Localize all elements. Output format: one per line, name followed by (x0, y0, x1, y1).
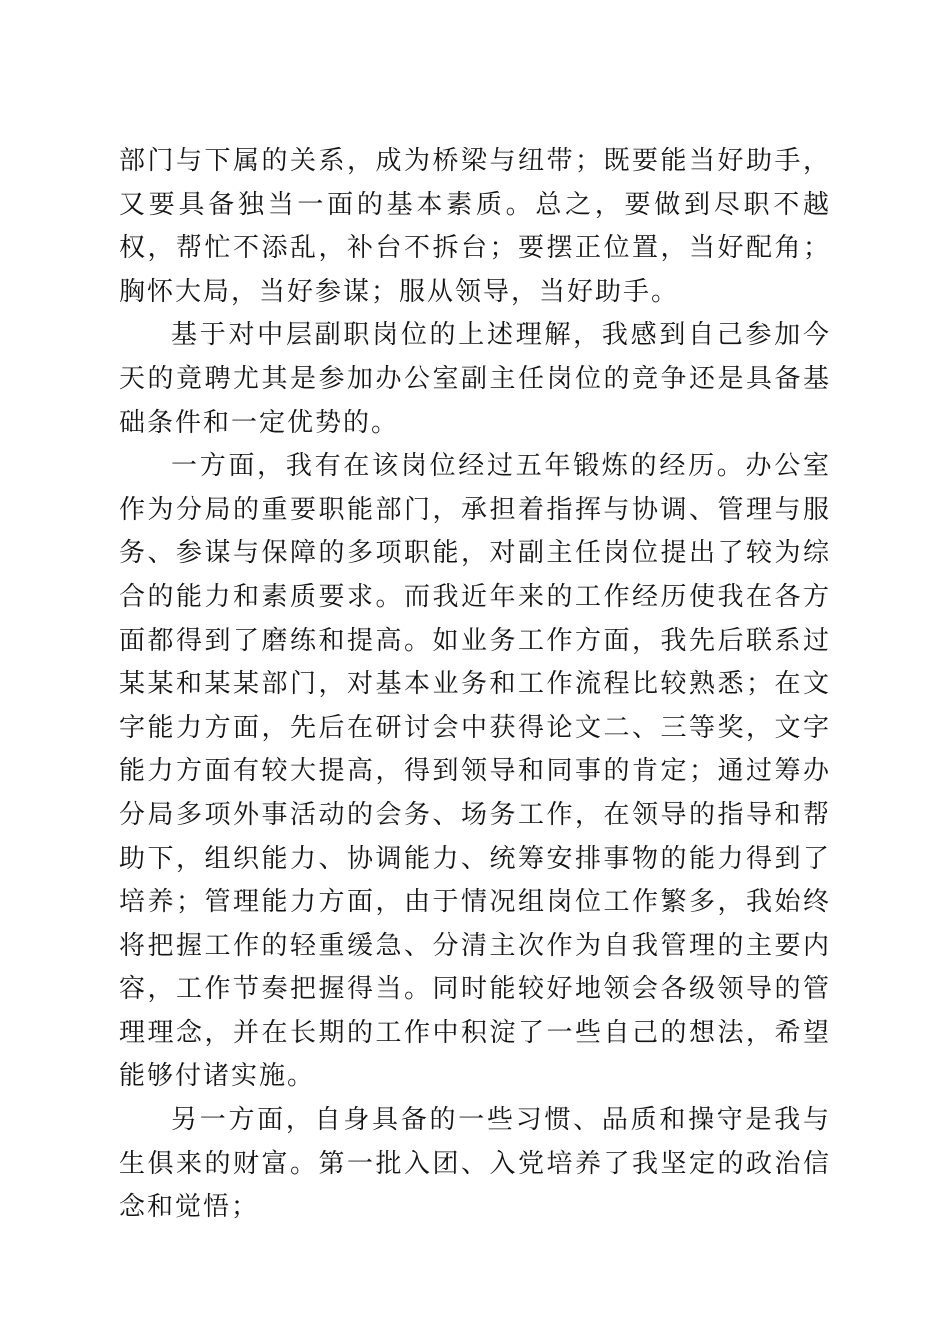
document-body (119, 140, 831, 1230)
paragraph-work-experience: 一方面，我有在该岗位经过五年锻炼的经历。办公室作为分局的重要职能部门，承担着指挥与协调、管理与服务、参谋与保障的多项职能，对副主任岗位提出了较为综合的能力和素质要求。而我近年来的工作经历使我在各方面都得到了磨练和提高。如业务工作方面，我先后联系过某某和某某部门，对基本业务和工作流程比较熟悉；在文字能力方面，先后在研讨会中获得论文二、三等奖，文字能力方面有较大提高，得到领导和同事的肯定；通过筹办分局多项外事活动的会务、场务工作，在领导的指导和帮助下，组织能力、协调能力、统筹安排事物的能力得到了培养；管理能力方面，由于情况组岗位工作繁多，我始终将把握工作的轻重缓急、分清主次作为自我管理的主要内容，工作节奏把握得当。同时能较好地领会各级领导的管理理念，并在长期的工作中积淀了一些自己的想法，希望能够付诸实施。 (119, 451, 831, 1092)
paragraph-continuation: 部门与下属的关系，成为桥梁与纽带；既要能当好助手，又要具备独当一面的基本素质。总之，要做到尽职不越权，帮忙不添乱，补台不拆台；要摆正位置，当好配角；胸怀大局，当好参谋；服从领导，当好助手。 (119, 146, 831, 307)
paragraph-personal-qualities: 另一方面，自身具备的一些习惯、品质和操守是我与生俱来的财富。第一批入团、入党培养了我坚定的政治信念和觉悟； (119, 1105, 831, 1223)
paragraph-qualification-intro: 基于对中层副职岗位的上述理解，我感到自己参加今天的竟聘尤其是参加办公室副主任岗位的竞争还是具备基础条件和一定优势的。 (119, 320, 831, 438)
